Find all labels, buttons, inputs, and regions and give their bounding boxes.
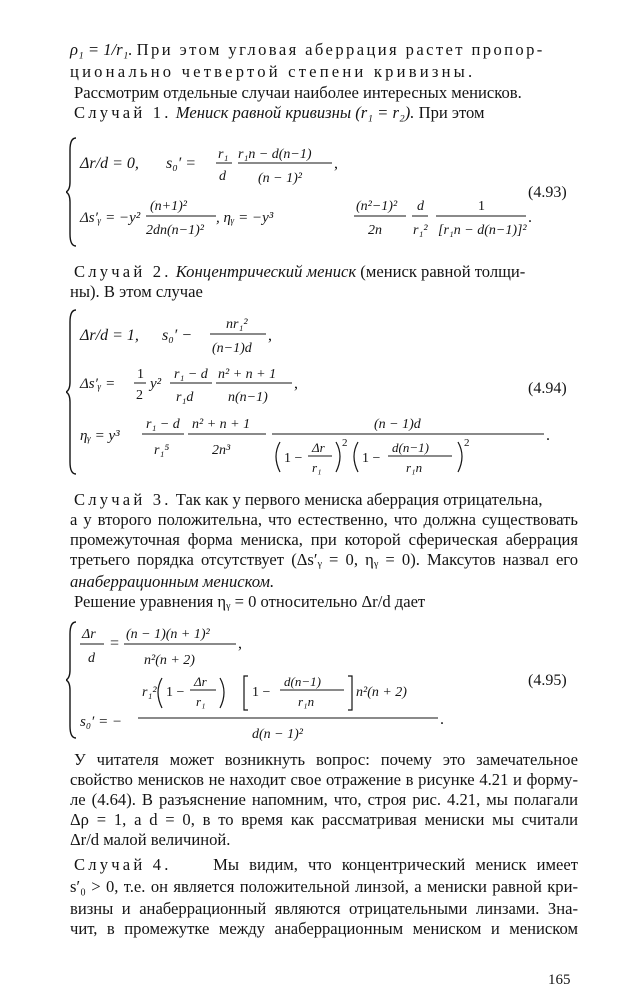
text-line-3: Рассмотрим отдельные случаи наиболее интересных менисков. xyxy=(74,83,522,102)
frac-num: r₁ − d xyxy=(146,417,180,432)
eq-text: , ηᵧ = −y³ xyxy=(216,210,274,226)
text-line-1 xyxy=(70,40,578,60)
eq-text: , xyxy=(334,155,338,172)
frac-den: 2dn(n−1)² xyxy=(146,223,204,238)
frac-num: r₁n − d(n−1) xyxy=(238,147,312,162)
paren-text: 1 − xyxy=(284,451,303,466)
text-line: анаберрационным мениском. xyxy=(70,572,275,591)
frac-num: Δr xyxy=(194,674,207,689)
frac-num: (n+1)² xyxy=(150,199,187,214)
frac-den: d xyxy=(219,169,226,184)
equation-number: (4.94) xyxy=(528,380,567,397)
text-line: а у второго положительна, что естественно, что должна существовать xyxy=(70,510,578,529)
case-1-heading xyxy=(74,103,578,123)
eq-text: = xyxy=(110,635,120,652)
frac-den: n(n−1) xyxy=(228,390,268,405)
frac-den: r₁n xyxy=(406,460,423,475)
eq-text: ηᵧ = y³ xyxy=(80,428,120,444)
frac-num: r₁ − d xyxy=(174,367,208,382)
frac-den: d xyxy=(88,651,95,666)
frac-den: r₁² xyxy=(413,223,428,238)
exponent: 2 xyxy=(464,437,470,449)
text-line: чит, в промежутке между анаберрационным мениском и мениском xyxy=(70,919,578,938)
frac-num: (n − 1)(n + 1)² xyxy=(126,627,210,642)
case-title: Мениск равной кривизны xyxy=(175,103,352,122)
frac-den: n²(n + 2) xyxy=(144,653,195,668)
equation-4-95 xyxy=(66,616,578,744)
case-3-heading xyxy=(74,490,578,510)
eq-text: . xyxy=(528,209,532,226)
case-label: Случай 1. xyxy=(74,103,172,122)
frac-num: n² + n + 1 xyxy=(192,417,251,432)
equation-number: (4.93) xyxy=(528,184,567,201)
paren-text: 1 − xyxy=(252,685,271,700)
text-line: ны). В этом случае xyxy=(70,282,203,301)
eq-text: s₀′ = − xyxy=(80,714,123,730)
eq-text: y² xyxy=(150,376,162,392)
eq-text: s₀′ = xyxy=(166,155,197,172)
frac-den: 2n xyxy=(368,223,382,238)
text-span: Мы видим, что концентрический мениск имеет xyxy=(213,855,578,874)
case-2-heading xyxy=(74,262,578,282)
text-line-2: ционально четвертой степени кривизны. xyxy=(70,62,476,81)
frac-num: r₁ xyxy=(218,147,229,162)
frac-num: (n − 1)d xyxy=(374,417,421,432)
frac-num: nr₁² xyxy=(226,317,248,332)
frac-num: 1 xyxy=(478,199,485,214)
frac-den: r₁⁵ xyxy=(154,443,170,458)
frac-den: r₁n xyxy=(298,694,315,709)
page-number: 165 xyxy=(548,972,571,988)
eq-text: . xyxy=(440,711,444,728)
frac-den: [r₁n − d(n−1)]² xyxy=(438,223,527,238)
eq-text: Δr/d = 0, xyxy=(80,155,139,172)
equation-4-93-svg xyxy=(66,130,578,254)
frac-num: 1 xyxy=(137,367,144,382)
case-label: Случай 3. xyxy=(74,490,172,509)
text-line: визны и анаберрационный являются отрицательными линзами. Зна- xyxy=(70,899,578,918)
frac-den: (n−1)d xyxy=(212,341,252,356)
case-4-heading xyxy=(74,855,578,875)
text-line: промежуточная форма мениска, при которой сферическая аберрация xyxy=(70,530,578,549)
rho-formula: ρ₁ = 1/r₁. xyxy=(70,40,133,59)
exponent: 2 xyxy=(342,437,348,449)
frac-num: n² + n + 1 xyxy=(218,367,277,382)
equation-4-94-svg xyxy=(66,304,578,480)
frac-den: d(n − 1)² xyxy=(252,727,303,742)
case-condition: (r₁ = r₂). xyxy=(355,103,415,122)
text-line: Δρ = 1, а d = 0, в то время как рассматривая мениски мы считали xyxy=(70,810,578,829)
frac-num: Δr xyxy=(82,627,96,642)
eq-text: Δs′ᵧ = −y² xyxy=(80,210,141,226)
eq-text: , xyxy=(238,635,242,652)
eq-text: . xyxy=(546,427,550,444)
eq-text: Δr/d = 1, xyxy=(80,327,139,344)
eq-text: n²(n + 2) xyxy=(356,685,407,700)
text-span: При этом xyxy=(418,103,485,122)
eq-text: , xyxy=(268,327,272,344)
text-line: Решение уравнения ηᵧ = 0 относительно Δr/d дает xyxy=(74,592,426,611)
paren-text: 1 − xyxy=(362,451,381,466)
text-line: свойство менисков не находит свое отражение в рисунке 4.21 и форму- xyxy=(70,770,578,789)
frac-den: r₁ xyxy=(196,694,206,709)
frac-den: (n − 1)² xyxy=(258,171,302,186)
eq-text: Δs′ᵧ = xyxy=(80,376,116,392)
text-span: (мениск равной толщи- xyxy=(360,262,526,281)
frac-num: d(n−1) xyxy=(392,440,429,455)
text-span: Так как у первого мениска аберрация отрицательна, xyxy=(175,490,543,509)
equation-4-93 xyxy=(66,130,578,254)
equation-4-94 xyxy=(66,304,578,480)
text-line: ле (4.64). В разъяснение напомним, что, строя рис. 4.21, мы полагали xyxy=(70,790,578,809)
case-label: Случай 2. xyxy=(74,262,172,281)
paren-text: 1 − xyxy=(166,685,185,700)
text-line: s′₀ > 0, т.е. он является положительной линзой, а мениски равной кри- xyxy=(70,877,578,896)
frac-den: 2n³ xyxy=(212,443,231,458)
equation-4-95-svg xyxy=(66,616,578,744)
case-label: Случай 4. xyxy=(74,855,172,874)
text-line: Δr/d малой величиной. xyxy=(70,830,231,849)
frac-num: d(n−1) xyxy=(284,674,321,689)
equation-number: (4.95) xyxy=(528,672,567,689)
text-line: третьего порядка отсутствует (Δs′ᵧ = 0, ηᵧ = 0). Максутов назвал его xyxy=(70,550,578,569)
frac-den: r₁ xyxy=(312,460,322,475)
frac-num: d xyxy=(417,199,424,214)
eq-text: , xyxy=(294,375,298,392)
eq-text: r₁² xyxy=(142,685,157,700)
frac-den: r₁d xyxy=(176,390,194,405)
case-title: Концентрический мениск xyxy=(175,262,357,281)
frac-num: Δr xyxy=(312,440,325,455)
text-line: У читателя может возникнуть вопрос: почему это замечательное xyxy=(74,750,578,769)
eq-text: s₀′ − xyxy=(162,327,193,344)
text-span: При этом угловая аберрация растет пропор- xyxy=(136,40,545,59)
frac-den: 2 xyxy=(136,388,143,403)
frac-num: (n²−1)² xyxy=(356,199,398,214)
